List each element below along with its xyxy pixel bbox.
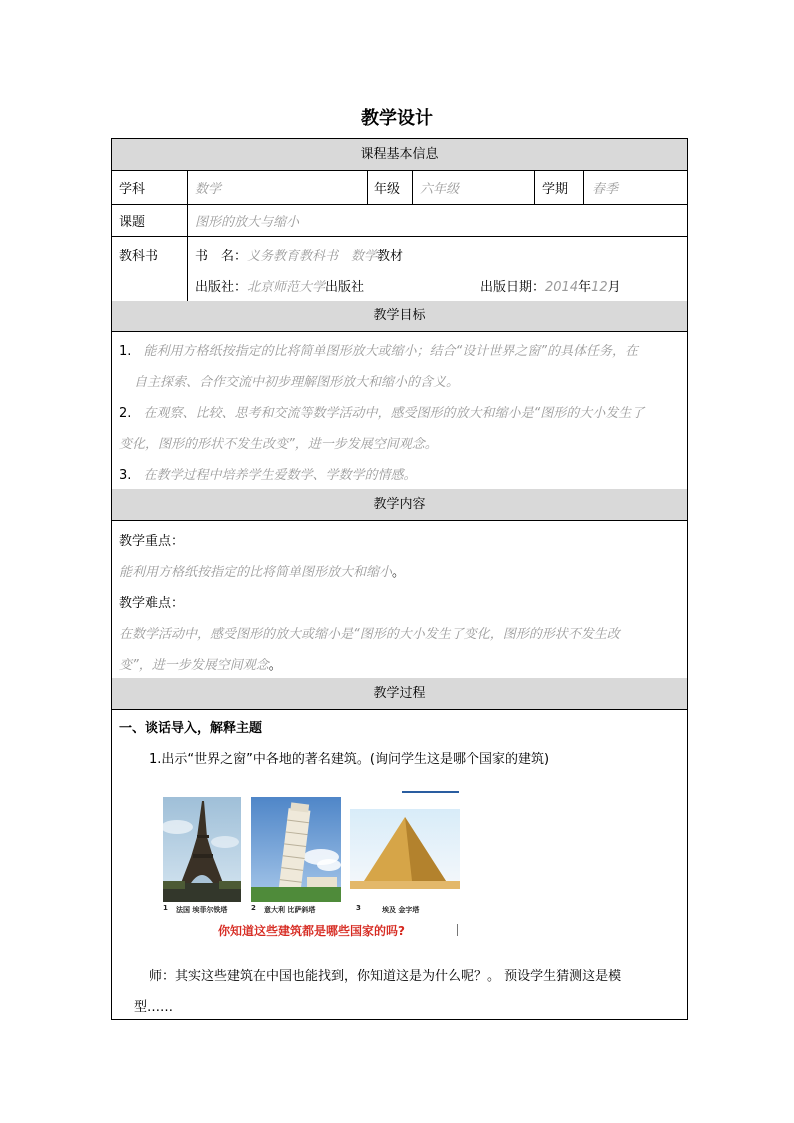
book-name-line	[195, 245, 403, 264]
textbook-label: 教科书	[119, 249, 159, 264]
key-point-line	[119, 561, 405, 580]
landmarks-figure	[160, 794, 460, 954]
date-prefix: 出版日期：	[480, 280, 546, 295]
divider	[187, 171, 188, 204]
objective-1-line-1	[119, 340, 638, 359]
objective-2-number: 2.	[119, 406, 132, 421]
key-point-text: 能利用方格纸按指定的比将简单图形放大和缩小	[119, 565, 393, 580]
objective-3-line-1	[119, 464, 417, 483]
grade-value: 六年级	[420, 182, 460, 197]
eiffel-tower-icon	[163, 797, 241, 902]
objectives-header: 教学目标	[112, 301, 687, 332]
objective-3-number: 3.	[119, 468, 132, 483]
key-point-label: 教学重点：	[119, 534, 185, 549]
topic-value: 图形的放大与缩小	[195, 215, 300, 230]
pisa-tower-icon	[251, 797, 341, 902]
content-header: 教学内容	[112, 489, 687, 521]
topic-label: 课题	[119, 215, 146, 230]
step-1-text: 1.出示“世界之窗”中各地的著名建筑。(询问学生这是哪个国家的建筑)	[149, 752, 550, 767]
publisher-line	[195, 276, 364, 295]
publisher-prefix: 出版社：	[195, 280, 248, 295]
teacher-line-1: 师：其实这些建筑在中国也能找到，你知道这是为什么呢？。 预设学生猜测这是模	[149, 969, 622, 984]
section-1-heading: 一、谈话导入，解释主题	[119, 721, 263, 736]
difficulty-line-1: 在数学活动中，感受图形的放大或缩小是“图形的大小发生了变化，图形的形状不发生改	[119, 627, 620, 642]
objective-1-text: 能利用方格纸按指定的比将简单图形放大或缩小；结合“设计世界之窗”的具体任务，在	[143, 344, 639, 359]
divider	[583, 171, 584, 204]
divider	[534, 171, 535, 204]
key-point-end: 。	[392, 565, 406, 580]
objective-2-line-2: 变化，图形的形状不发生改变”，进一步发展空间观念。	[119, 437, 438, 452]
pyramid-icon	[350, 809, 460, 889]
publisher-suffix: 出版社	[325, 280, 365, 295]
divider	[367, 171, 368, 204]
caption-2-number: 2	[251, 904, 256, 912]
grade-label: 年级	[374, 182, 401, 197]
book-name-value: 义务教育教科书 数学	[247, 249, 378, 264]
caption-1-number: 1	[163, 904, 168, 912]
term-label: 学期	[542, 182, 569, 197]
divider	[187, 204, 188, 302]
objective-2-line-1	[119, 402, 644, 421]
objective-1-number: 1.	[119, 344, 132, 359]
date-month: 12	[591, 280, 608, 295]
landmarks-question: 你知道这些建筑都是哪些国家的吗?	[218, 924, 405, 938]
date-year-unit: 年	[578, 280, 592, 295]
caption-pyramid: 埃及 金字塔	[382, 906, 420, 914]
decorative-bar	[402, 791, 459, 793]
caption-pisa: 意大利 比萨斜塔	[264, 906, 316, 914]
caption-eiffel: 法国 埃菲尔铁塔	[176, 906, 228, 914]
subject-value: 数学	[195, 182, 222, 197]
pisa-tower-photo	[251, 797, 341, 902]
difficulty-end: 。	[268, 658, 282, 673]
book-name-prefix: 书 名：	[195, 249, 248, 264]
date-year: 2014	[545, 280, 579, 295]
subject-label: 学科	[119, 182, 146, 197]
difficulty-label: 教学难点：	[119, 596, 185, 611]
objective-1-line-2: 自主探索、合作交流中初步理解图形放大和缩小的含义。	[134, 375, 460, 390]
lesson-plan-table	[111, 138, 688, 1020]
basic-info-header: 课程基本信息	[112, 139, 687, 171]
process-header: 教学过程	[112, 678, 687, 710]
objective-3-text: 在教学过程中培养学生爱数学、学数学的情感。	[143, 468, 417, 483]
difficulty-line-2	[119, 654, 282, 673]
decorative-tick	[457, 924, 458, 936]
caption-3-number: 3	[356, 904, 361, 912]
objective-2-text: 在观察、比较、思考和交流等数学活动中，感受图形的放大和缩小是“图形的大小发生了	[143, 406, 645, 421]
page-title: 教学设计	[361, 108, 433, 129]
divider	[112, 236, 687, 237]
divider	[412, 171, 413, 204]
date-month-unit: 月	[607, 280, 621, 295]
publisher-value: 北京师范大学	[247, 280, 326, 295]
term-value: 春季	[592, 182, 619, 197]
difficulty-text: 变”，进一步发展空间观念	[119, 658, 269, 673]
eiffel-tower-photo	[163, 797, 241, 902]
publish-date-line	[480, 276, 621, 295]
pyramid-photo	[350, 809, 460, 889]
teacher-line-2: 型……	[134, 1000, 174, 1015]
book-name-suffix: 教材	[377, 249, 404, 264]
divider	[112, 204, 687, 205]
